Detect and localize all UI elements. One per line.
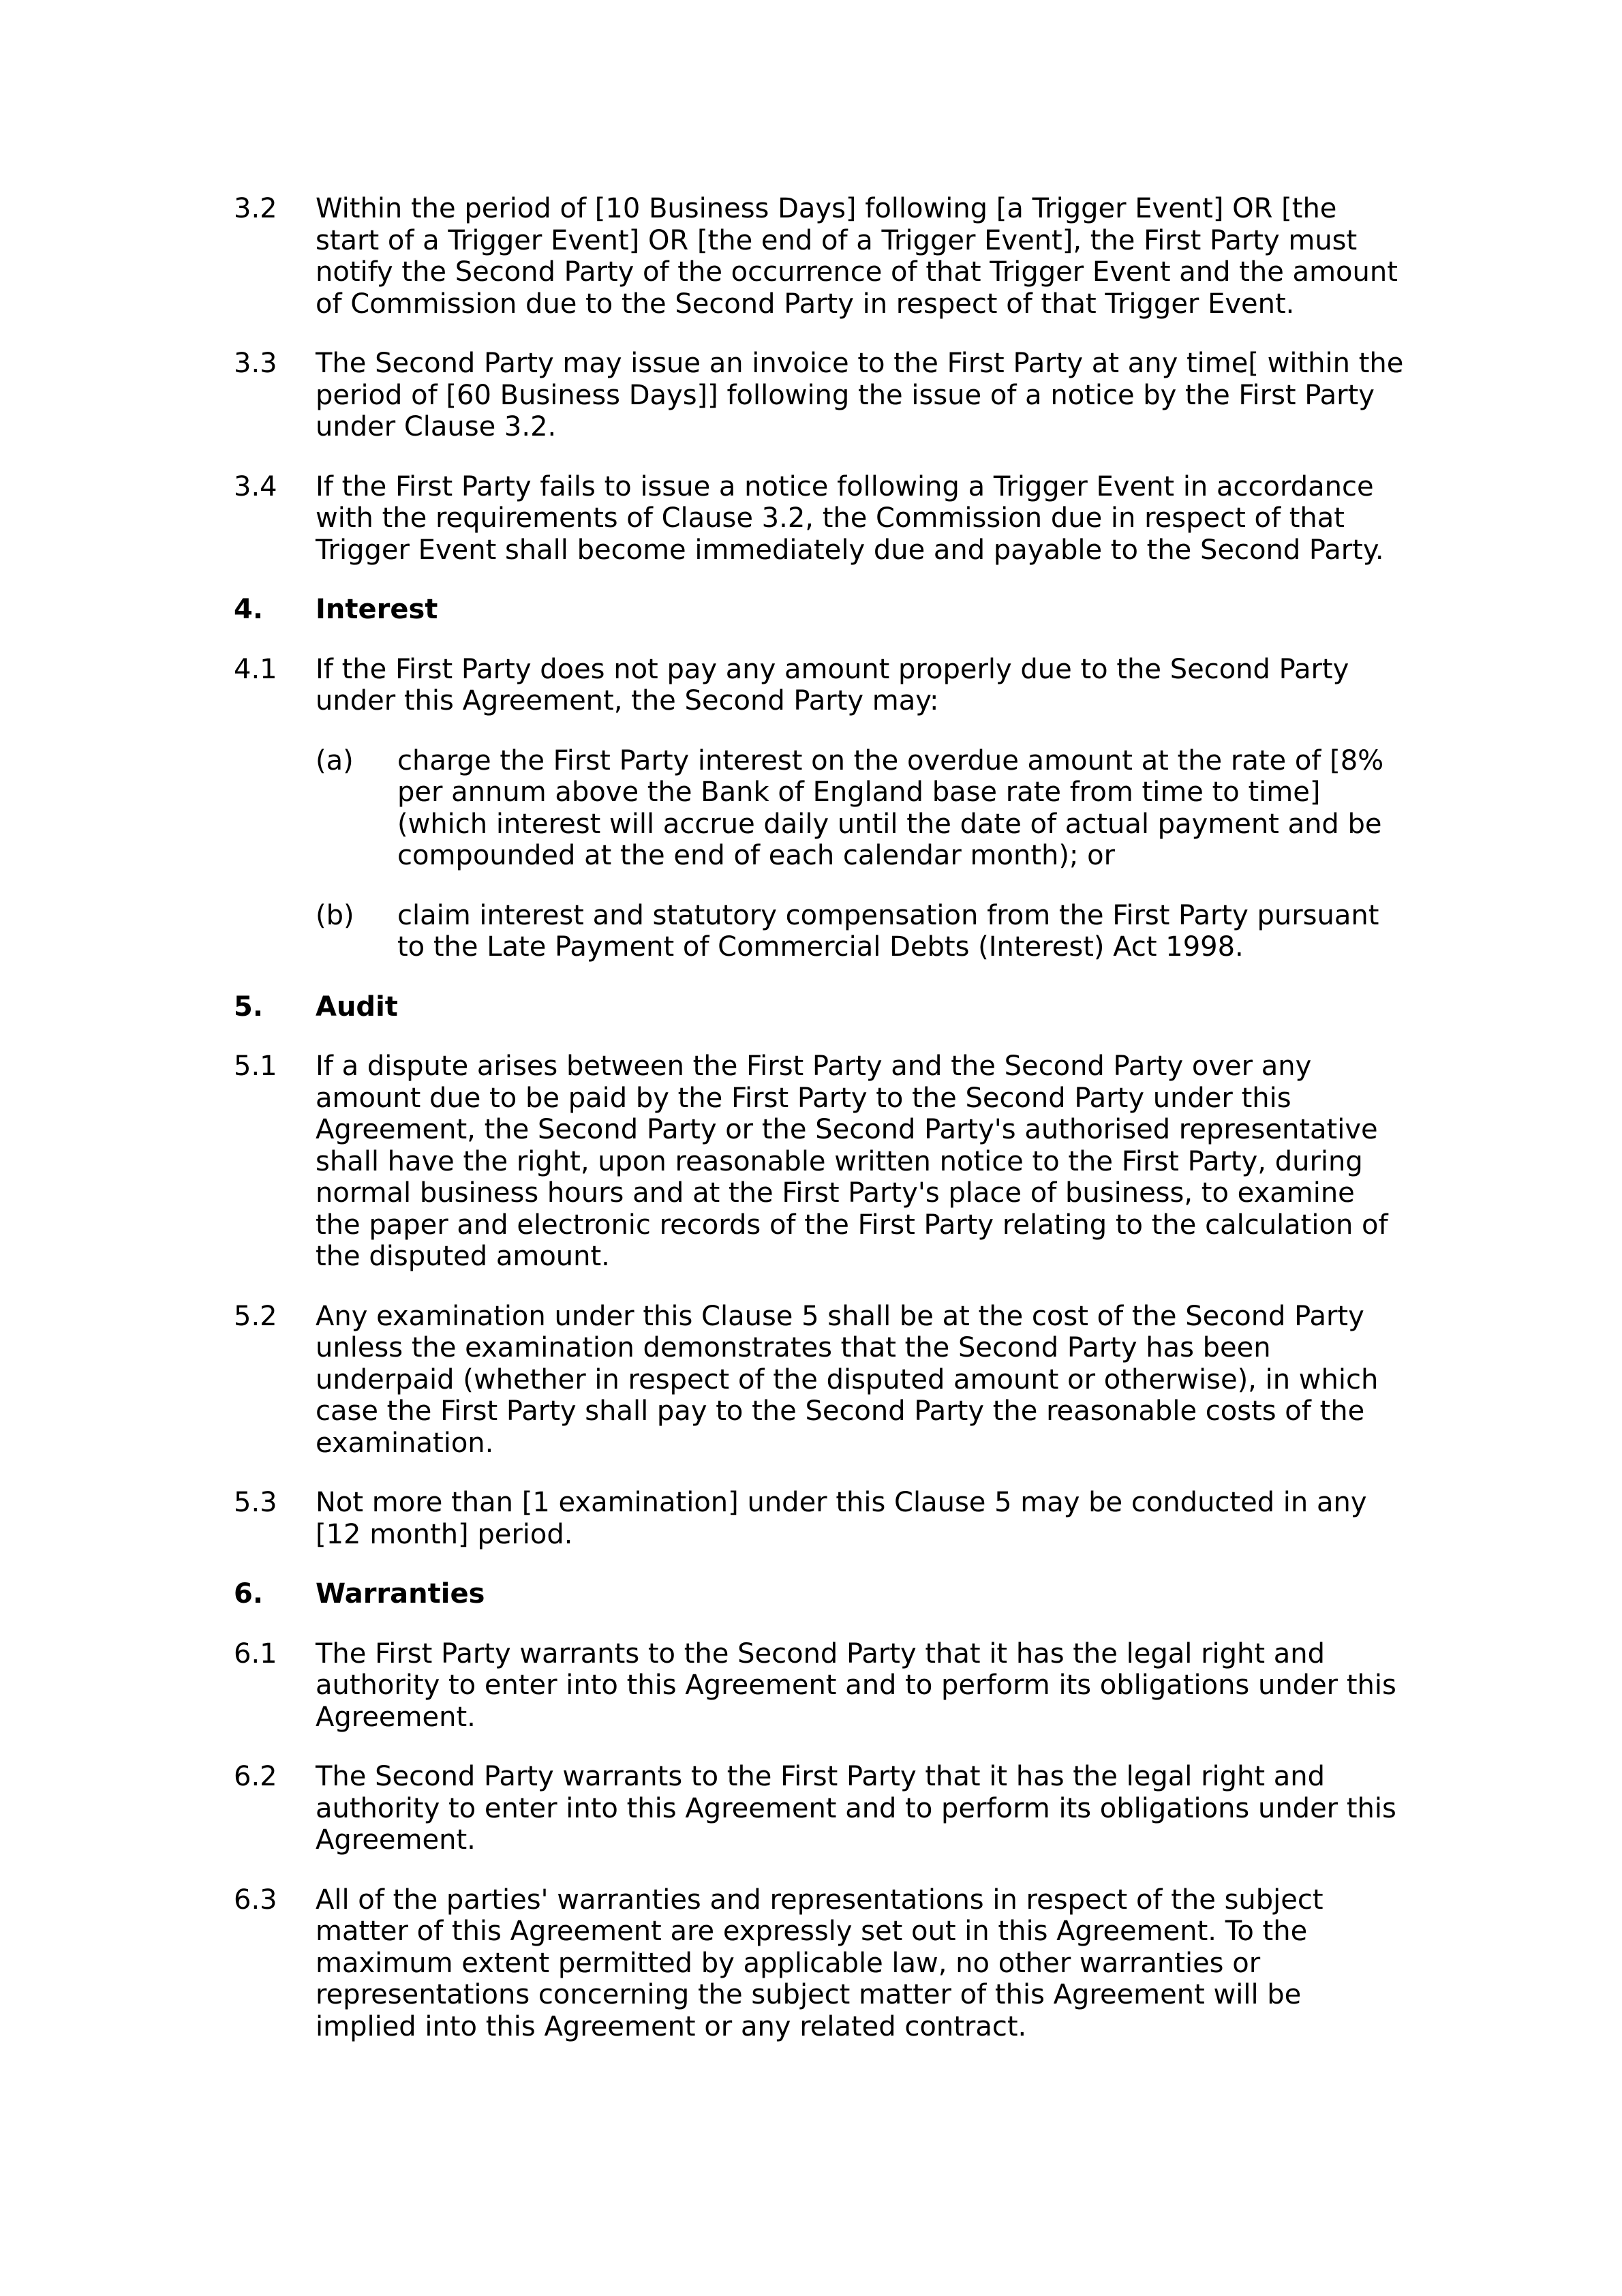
- subclause-b: [316, 900, 1406, 963]
- document-page: [234, 193, 1406, 2070]
- clause-text: If a dispute arises between the First Party and the Second Party over any amount due to be paid by the First Party to the Second Party under this Agreement, the Second Party or the Second Party's authorised representative shall have the right, upon reasonable written notice to the First Party, during normal business hours and at the First Party's place of business, to examine the paper and electronic records of the First Party relating to the calculation of the disputed amount.: [316, 1051, 1388, 1272]
- section-heading-audit: [234, 991, 1406, 1023]
- clause-text: The Second Party may issue an invoice to the First Party at any time[ within the period of [60 Business Days]] following the issue of a notice by the First Party under Clause 3.2.: [316, 348, 1404, 442]
- clause-number: 4.1: [234, 653, 277, 685]
- clause-number: 3.2: [234, 193, 277, 224]
- clause-text: Any examination under this Clause 5 shall be at the cost of the Second Party unless the examination demonstrates that the Second Party has been underpaid (whether in respect of the disputed amount or otherwise), in which case the First Party shall pay to the Second Party the reasonable costs of the examination.: [316, 1300, 1379, 1459]
- subclause-a: [316, 745, 1406, 872]
- clause-number: 5.2: [234, 1300, 277, 1332]
- section-heading-interest: [234, 594, 1406, 626]
- clause-number: 3.3: [234, 348, 277, 379]
- clause-text: If the First Party fails to issue a notice following a Trigger Event in accordance with the requirements of Clause 3.2, the Commission due in respect of that Trigger Event shall become immediately due and payable to the Second Party.: [316, 470, 1384, 566]
- clause-number: 5.1: [234, 1051, 277, 1082]
- section-title: Warranties: [316, 1578, 485, 1610]
- clause-6-2: [234, 1761, 1406, 1856]
- subclause-text: claim interest and statutory compensation from the First Party pursuant to the Late Payment of Commercial Debts (Interest) Act 1998.: [397, 899, 1379, 963]
- section-number: 5.: [234, 991, 264, 1023]
- subclause-number: (b): [316, 899, 354, 931]
- section-title: Interest: [316, 594, 438, 625]
- clause-text: Not more than [1 examination] under this Clause 5 may be conducted in any [12 month] period.: [316, 1487, 1367, 1550]
- clause-number: 3.4: [234, 470, 277, 502]
- clause-number: 6.3: [234, 1884, 277, 1916]
- clause-4-1: [234, 654, 1406, 717]
- clause-5-1: [234, 1051, 1406, 1273]
- clause-number: 5.3: [234, 1487, 277, 1518]
- clause-text: The First Party warrants to the Second Party that it has the legal right and authority to enter into this Agreement and to perform its obligations under this Agreement.: [316, 1637, 1396, 1733]
- clause-6-1: [234, 1638, 1406, 1734]
- clause-5-3: [234, 1487, 1406, 1550]
- section-number: 4.: [234, 594, 264, 625]
- clause-3-2: [234, 193, 1406, 320]
- clause-number: 6.2: [234, 1761, 277, 1792]
- subclause-number: (a): [316, 744, 354, 776]
- clause-3-3: [234, 348, 1406, 443]
- clause-text: Within the period of [10 Business Days] following [a Trigger Event] OR [the start of a Trigger Event] OR [the end of a Trigger Event], the First Party must notify the Second Party of the occurrence of that Trigger Event and the amount of Commission due to the Second Party in respect of that Trigger Event.: [316, 193, 1398, 320]
- clause-3-4: [234, 471, 1406, 567]
- clause-6-3: [234, 1884, 1406, 2043]
- clause-5-2: [234, 1301, 1406, 1460]
- clause-text: The Second Party warrants to the First Party that it has the legal right and authority to enter into this Agreement and to perform its obligations under this Agreement.: [316, 1761, 1396, 1856]
- section-number: 6.: [234, 1578, 264, 1610]
- subclause-text: charge the First Party interest on the overdue amount at the rate of [8% per annum above the Bank of England base rate from time to time] (which interest will accrue daily until the date of actual payment and be compounded at the end of each calendar month); or: [397, 744, 1384, 871]
- clause-text: All of the parties' warranties and representations in respect of the subject matter of this Agreement are expressly set out in this Agreement. To the maximum extent permitted by applicable law, no other warranties or representations concerning the subject matter of this Agreement will be implied into this Agreement or any related contract.: [316, 1884, 1323, 2042]
- clause-text: If the First Party does not pay any amount properly due to the Second Party under this Agreement, the Second Party may:: [316, 653, 1349, 716]
- clause-number: 6.1: [234, 1637, 277, 1670]
- section-title: Audit: [316, 991, 398, 1023]
- section-heading-warranties: [234, 1578, 1406, 1610]
